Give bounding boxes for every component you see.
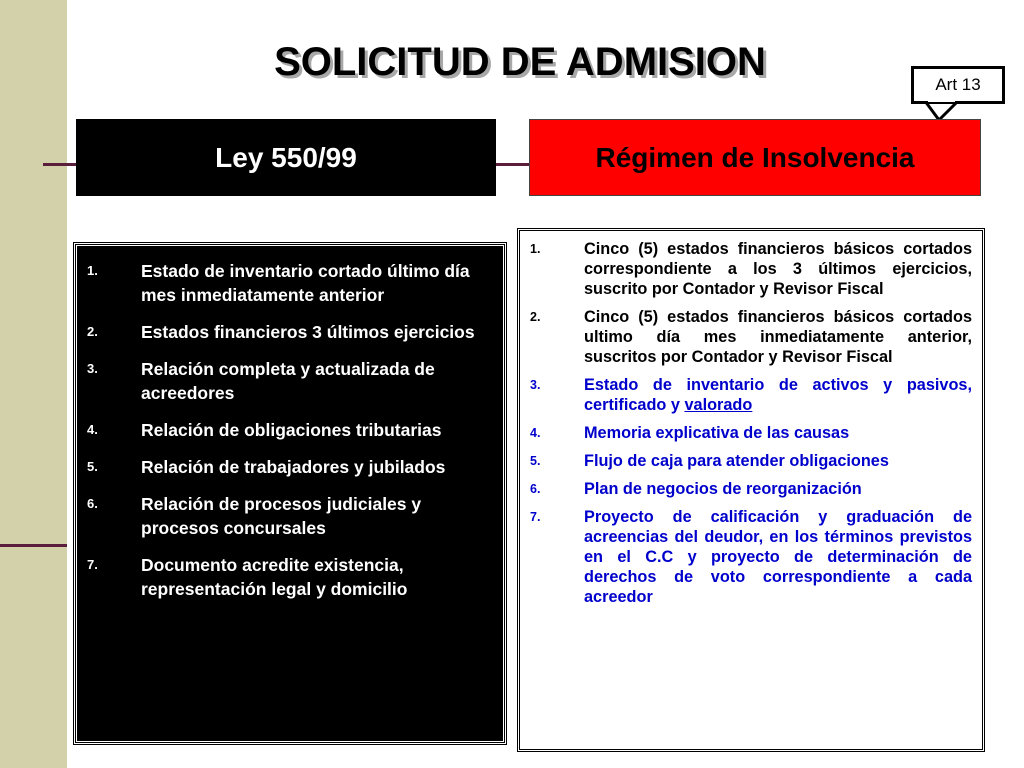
list-item [87,357,487,405]
list-item-text: Plan de negocios de reorganización [584,480,862,498]
list-item-text: Relación de trabajadores y jubilados [141,457,446,477]
list-item [530,239,972,299]
list-item-text: Relación completa y actualizada de acreedores [141,359,435,403]
list-item-number: 4. [87,422,98,437]
underlined-word: valorado [684,396,753,414]
connector-line-left [43,163,77,166]
list-item-number: 3. [530,378,541,392]
list-item-number: 7. [530,510,541,524]
list-item [530,507,972,607]
accent-line-bottom-left [0,544,67,547]
ley-550-header-label: Ley 550/99 [215,141,357,173]
list-item [530,375,972,415]
ley-550-header [76,119,496,196]
list-item-text: Estado de inventario cortado último día mes inmediatamente anterior [141,261,470,305]
slide-title: SOLICITUD DE ADMISION [274,40,766,84]
list-item-text-container [584,375,972,415]
list-item-number: 5. [87,459,98,474]
list-item [530,479,972,499]
list-item-number: 6. [530,482,541,496]
list-item-number: 1. [87,263,98,278]
list-item-number: 2. [87,324,98,339]
list-item-number: 6. [87,496,98,511]
list-item-text: Proyecto de calificación y graduación de acreencias del deudor, en los términos previstos en el C.C y proyecto de determinación de derechos de voto correspondiente a cada acreedor [584,508,972,606]
list-item [87,492,487,540]
list-item-text: Cinco (5) estados financieros básicos cortados correspondiente a los 3 últimos ejercicios, suscrito por Contador y Revisor Fiscal [584,240,972,298]
list-item-text: Cinco (5) estados financieros básicos cortados ultimo día mes inmediatamente anterior, suscritos por Contador y Revisor Fiscal [584,308,972,366]
ley-550-requirements-box [74,243,506,744]
list-item-number: 3. [87,361,98,376]
list-item [530,423,972,443]
list-item-text: Relación de procesos judiciales y procesos concursales [141,494,422,538]
article-callout [911,66,1005,104]
regimen-insolvencia-header [529,119,981,196]
regimen-insolvencia-requirements-list [530,239,972,615]
list-item-text: Documento acredite existencia, representación legal y domicilio [141,555,408,599]
list-item-number: 7. [87,557,98,572]
list-item [530,451,972,471]
list-item-number: 4. [530,426,541,440]
list-item-text: Estados financieros 3 últimos ejercicios [141,322,475,342]
list-item [87,418,487,442]
article-callout-label: Art 13 [935,75,981,94]
list-item [87,259,487,307]
connector-line-middle [496,163,530,166]
list-item-number: 5. [530,454,541,468]
list-item-text: Estado de inventario de activos y pasivos, certificado y [584,376,972,414]
list-item [530,307,972,367]
list-item [87,320,487,344]
left-decorative-strip [0,0,67,768]
regimen-insolvencia-header-label: Régimen de Insolvencia [595,141,915,173]
list-item-text: Relación de obligaciones tributarias [141,420,442,440]
list-item-text: Flujo de caja para atender obligaciones [584,452,889,470]
list-item-number: 1. [530,242,541,256]
list-item-text: Memoria explicativa de las causas [584,424,850,442]
regimen-insolvencia-requirements-box [517,228,985,752]
list-item-number: 2. [530,310,541,324]
list-item [87,553,487,601]
list-item [87,455,487,479]
ley-550-requirements-list [87,259,487,614]
